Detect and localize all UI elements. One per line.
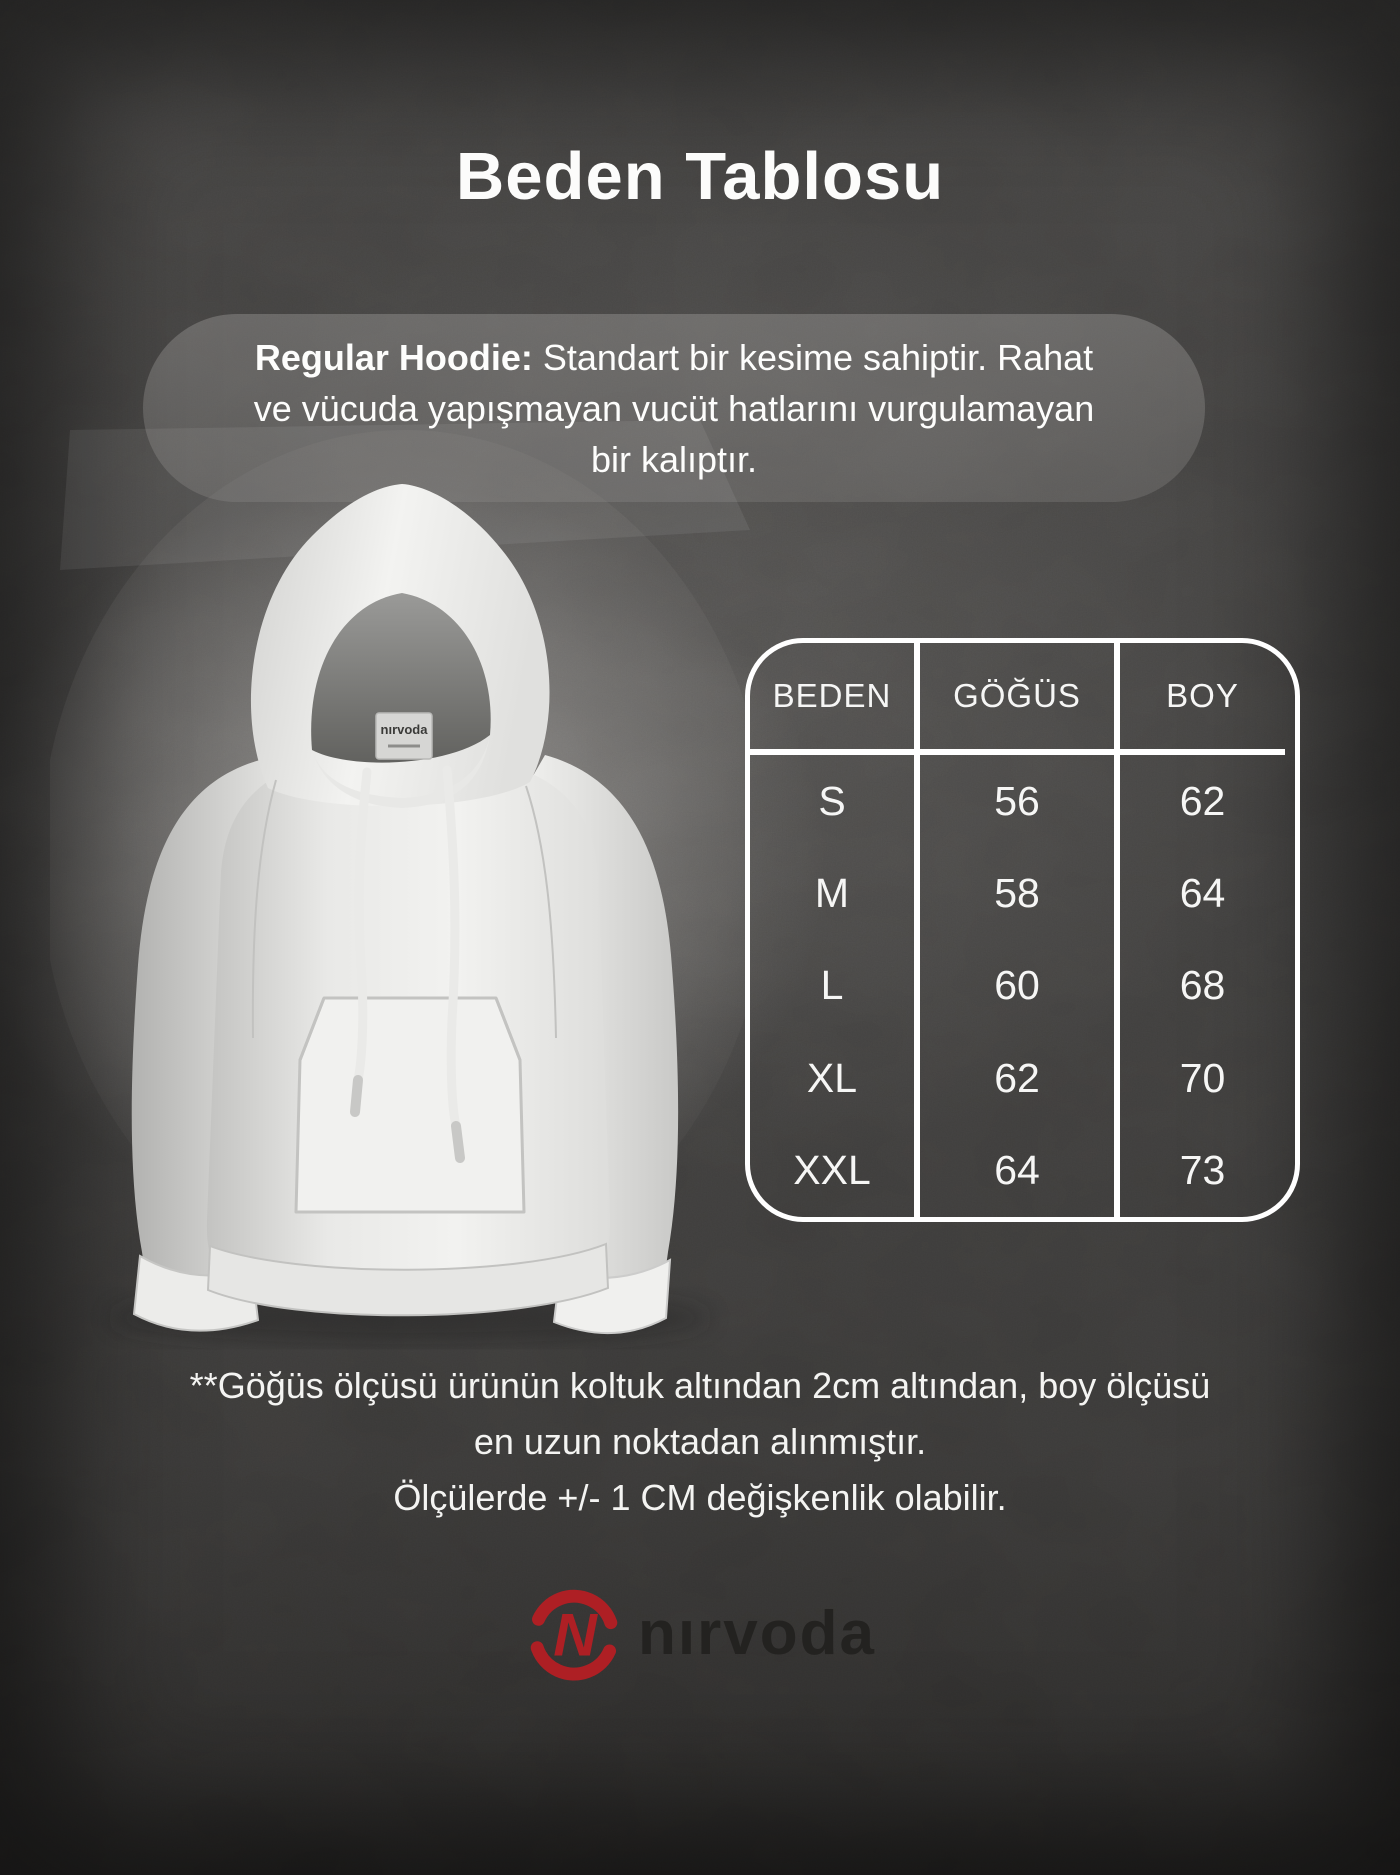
fit-description-line2: ve vücuda yapışmayan vucüt hatlarını vurgulamayan [253, 387, 1095, 429]
measurement-notes [0, 1358, 1400, 1526]
table-cell-size: S [750, 755, 920, 847]
col-header-beden: BEDEN [750, 643, 920, 755]
kangaroo-pocket [296, 998, 524, 1212]
brand-emblem-letter: N [553, 1600, 597, 1669]
right-drawstring-aglet [456, 1126, 460, 1158]
table-cell-size: XXL [750, 1125, 920, 1217]
table-cell-size: L [750, 940, 920, 1032]
col-header-boy: BOY [1120, 643, 1285, 755]
page-title: Beden Tablosu [455, 139, 945, 214]
note-line1: **Göğüs ölçüsü ürünün koltuk altından 2cm altından, boy ölçüsü [189, 1365, 1211, 1406]
table-cell-chest: 64 [920, 1125, 1120, 1217]
note-line3: Ölçülerde +/- 1 CM değişkenlik olabilir. [393, 1477, 1007, 1518]
product-image-hoodie [50, 420, 750, 1350]
fit-description-line1: Regular Hoodie: Standart bir kesime sahiptir. Rahat [254, 336, 1094, 378]
brand-logo [0, 1578, 1400, 1688]
table-cell-length: 70 [1179, 1054, 1226, 1101]
table-cell-length: 64 [1179, 870, 1226, 917]
note-line2: en uzun noktadan alınmıştır. [473, 1421, 927, 1462]
table-cell-length: 62 [1179, 777, 1226, 824]
brand-wordmark: nırvoda [638, 1598, 876, 1668]
table-cell-length: 73 [1179, 1147, 1226, 1194]
col-header-gogus: GÖĞÜS [920, 643, 1120, 755]
table-cell-size: XL [750, 1032, 920, 1124]
fit-description-line3: bir kalıptır. [590, 438, 758, 480]
size-table [745, 638, 1300, 1222]
table-cell-length: 68 [1179, 962, 1226, 1009]
table-cell-chest: 58 [920, 847, 1120, 939]
table-cell-chest: 60 [920, 940, 1120, 1032]
left-drawstring-aglet [355, 1080, 358, 1112]
table-cell-chest: 62 [920, 1032, 1120, 1124]
table-cell-chest: 56 [920, 755, 1120, 847]
brand-n-icon [524, 1579, 624, 1687]
fit-name: Regular Hoodie: [254, 336, 533, 378]
table-cell-size: M [750, 847, 920, 939]
neck-label-brand-text: nırvoda [380, 722, 428, 737]
